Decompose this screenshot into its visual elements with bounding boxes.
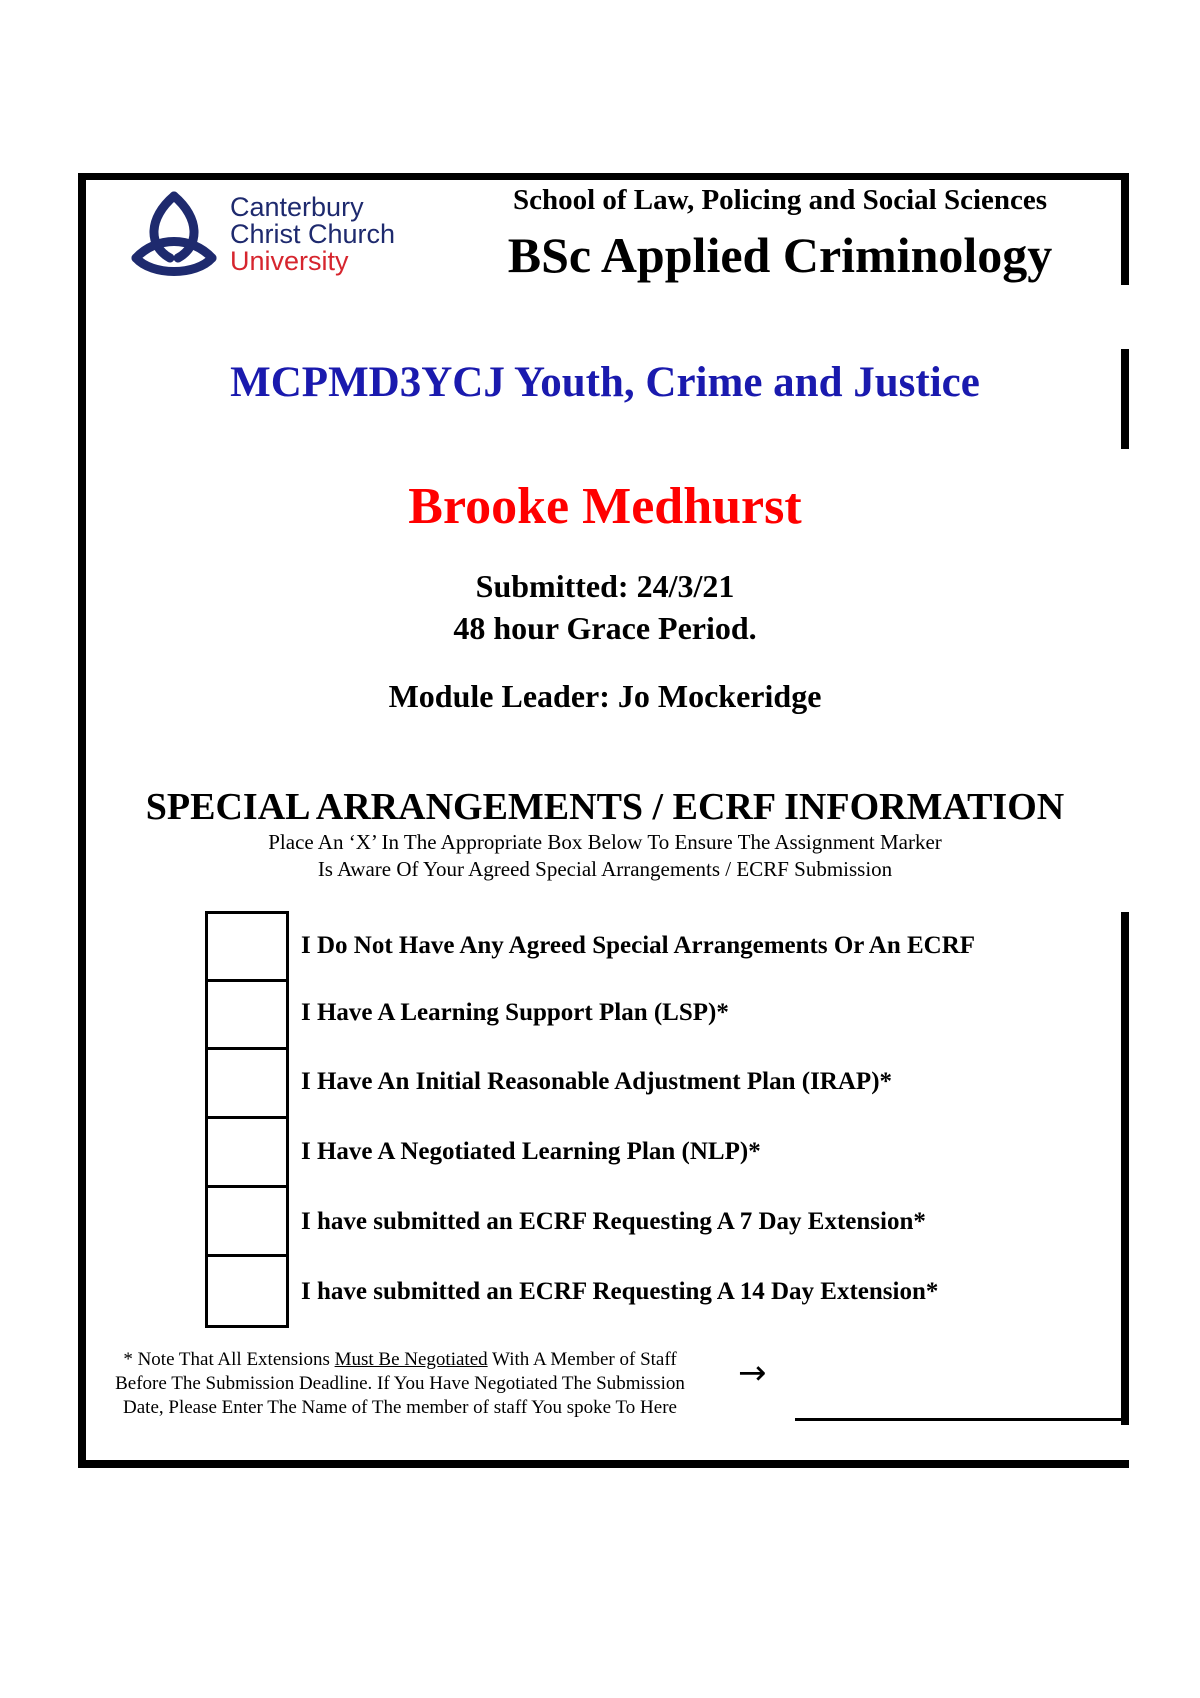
checkbox-ecrf-7-day[interactable] [205, 1185, 289, 1257]
frame-right-border-segment [1121, 912, 1129, 1425]
instruction-line: Place An ‘X’ In The Appropriate Box Below To Ensure The Assignment Marker [268, 830, 942, 854]
module-leader: Module Leader: Jo Mockeridge [388, 678, 822, 714]
checkbox-nlp[interactable] [205, 1116, 289, 1188]
option-label: I have submitted an ECRF Requesting A 14 Day Extension* [301, 1278, 939, 1305]
option-label: I have submitted an ECRF Requesting A 7 Day Extension* [301, 1208, 926, 1235]
frame-right-border-segment [1121, 173, 1129, 285]
must-be-negotiated-text: Must Be Negotiated [334, 1349, 488, 1370]
checkbox-irap[interactable] [205, 1047, 289, 1119]
trinity-knot-icon [126, 188, 222, 280]
frame-bottom-border [78, 1460, 1129, 1468]
extension-note [90, 1348, 710, 1420]
arrow-right-icon: → [738, 1353, 767, 1393]
school-name: School of Law, Policing and Social Sciences [512, 184, 1048, 216]
frame-top-border [78, 173, 1129, 180]
module-title: MCPMD3YCJ Youth, Crime and Justice [230, 359, 980, 406]
frame-right-border-segment [1121, 349, 1129, 449]
degree-title: BSc Applied Criminology [507, 227, 1053, 283]
submitted-date: Submitted: 24/3/21 [475, 568, 735, 604]
student-name: Brooke Medhurst [408, 478, 802, 535]
university-logo [126, 188, 426, 280]
staff-name-field[interactable] [795, 1418, 1129, 1421]
frame-left-border [78, 173, 86, 1467]
option-label: I Do Not Have Any Agreed Special Arrangements Or An ECRF [301, 932, 976, 959]
logo-text-university: University [230, 246, 349, 276]
logo-text-canterbury: Canterbury [230, 192, 364, 222]
note-line: Date, Please Enter The Name of The member of staff You spoke To Here [123, 1397, 677, 1418]
note-line: Before The Submission Deadline. If You Have Negotiated The Submission [115, 1373, 685, 1394]
grace-period: 48 hour Grace Period. [453, 610, 757, 646]
option-label: I Have A Learning Support Plan (LSP)* [301, 999, 729, 1026]
special-arrangements-heading: SPECIAL ARRANGEMENTS / ECRF INFORMATION [145, 786, 1065, 828]
checkbox-lsp[interactable] [205, 979, 289, 1050]
note-line: * Note That All Extensions Must Be Negotiated With A Member of Staff [123, 1349, 677, 1370]
instruction-line: Is Aware Of Your Agreed Special Arrangements / ECRF Submission [317, 857, 893, 881]
checkbox-no-arrangements[interactable] [205, 911, 289, 982]
option-label: I Have A Negotiated Learning Plan (NLP)* [301, 1138, 761, 1165]
option-label: I Have An Initial Reasonable Adjustment Plan (IRAP)* [301, 1068, 893, 1095]
checkbox-ecrf-14-day[interactable] [205, 1254, 289, 1328]
logo-text-christ-church: Christ Church [230, 219, 396, 249]
